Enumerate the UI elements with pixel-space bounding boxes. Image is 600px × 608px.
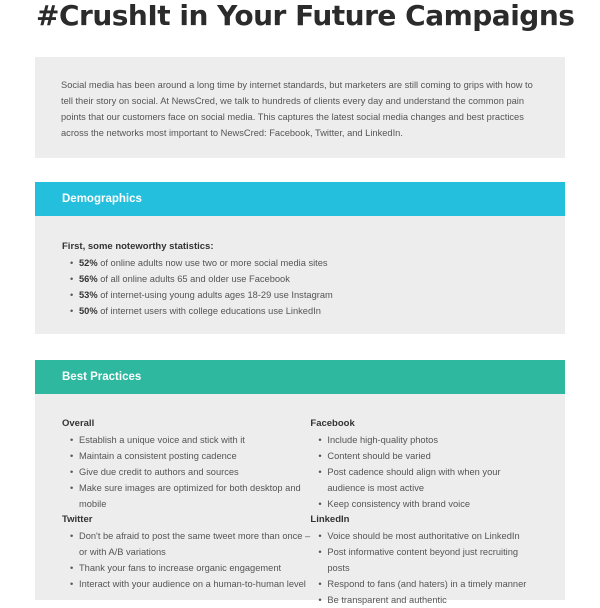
list-item: • Establish a unique voice and stick with it: [62, 432, 310, 448]
stat-text: of internet-using young adults ages 18-29 use Instagram: [97, 290, 333, 300]
list-item: • Maintain a consistent posting cadence: [62, 448, 310, 464]
demographics-panel: [35, 216, 565, 334]
stat-text: of all online adults 65 and older use Facebook: [97, 274, 290, 284]
demographics-header: Demographics: [35, 182, 565, 216]
list-item: • Post cadence should align with when your audience is most active: [310, 464, 538, 496]
stats-list: [62, 255, 538, 319]
stat-item: [62, 255, 538, 271]
overall-list: [62, 432, 310, 512]
list-item: • Give due credit to authors and sources: [62, 464, 310, 480]
best-practices-panel: [35, 394, 565, 605]
list-item: • Don't be afraid to post the same tweet more than once – or with A/B variations: [62, 528, 310, 560]
linkedin-list: [310, 528, 538, 608]
best-practices-header: Best Practices: [35, 360, 565, 394]
stat-value: 50%: [79, 306, 98, 316]
stat-value: 53%: [79, 290, 98, 300]
intro-panel: [35, 57, 565, 158]
twitter-heading: Twitter: [62, 514, 93, 525]
page-title: #CrushIt in Your Future Campaigns: [36, 0, 575, 32]
list-item: • Make sure images are optimized for both desktop and mobile: [62, 480, 310, 512]
list-item: • Interact with your audience on a human-to-human level: [62, 576, 310, 592]
stat-item: [62, 271, 538, 287]
twitter-list: [62, 528, 310, 592]
intro-text: Social media has been around a long time by internet standards, but marketers are still coming to grips with how to tell their story on social. At NewsCred, we talk to hundreds of clients every day and understand the common pain points that our customers face on social media. This captures the latest social media changes and best practices across the networks most important to NewsCred: Facebook, Twitter, and LinkedIn.: [61, 80, 533, 138]
demographics-lead: First, some noteworthy statistics:: [62, 241, 214, 252]
stat-text: of internet users with college educations use LinkedIn: [97, 306, 321, 316]
facebook-list: [310, 432, 538, 512]
list-item: • Include high-quality photos: [310, 432, 538, 448]
list-item: • Post informative content beyond just recruiting posts: [310, 544, 538, 576]
facebook-heading: Facebook: [310, 418, 355, 429]
list-item: • Voice should be most authoritative on LinkedIn: [310, 528, 538, 544]
stat-item: [62, 303, 538, 319]
stat-value: 56%: [79, 274, 98, 284]
list-item: • Content should be varied: [310, 448, 538, 464]
linkedin-heading: LinkedIn: [310, 514, 350, 525]
stat-text: of online adults now use two or more social media sites: [97, 258, 328, 268]
list-item: • Keep consistency with brand voice: [310, 496, 538, 512]
stat-value: 52%: [79, 258, 98, 268]
list-item: • Respond to fans (and haters) in a timely manner: [310, 576, 538, 592]
overall-heading: Overall: [62, 418, 95, 429]
list-item: • Thank your fans to increase organic engagement: [62, 560, 310, 576]
left-column: [62, 416, 310, 608]
list-item: • Be transparent and authentic: [310, 592, 538, 608]
stat-item: [62, 287, 538, 303]
right-column: [310, 416, 538, 608]
